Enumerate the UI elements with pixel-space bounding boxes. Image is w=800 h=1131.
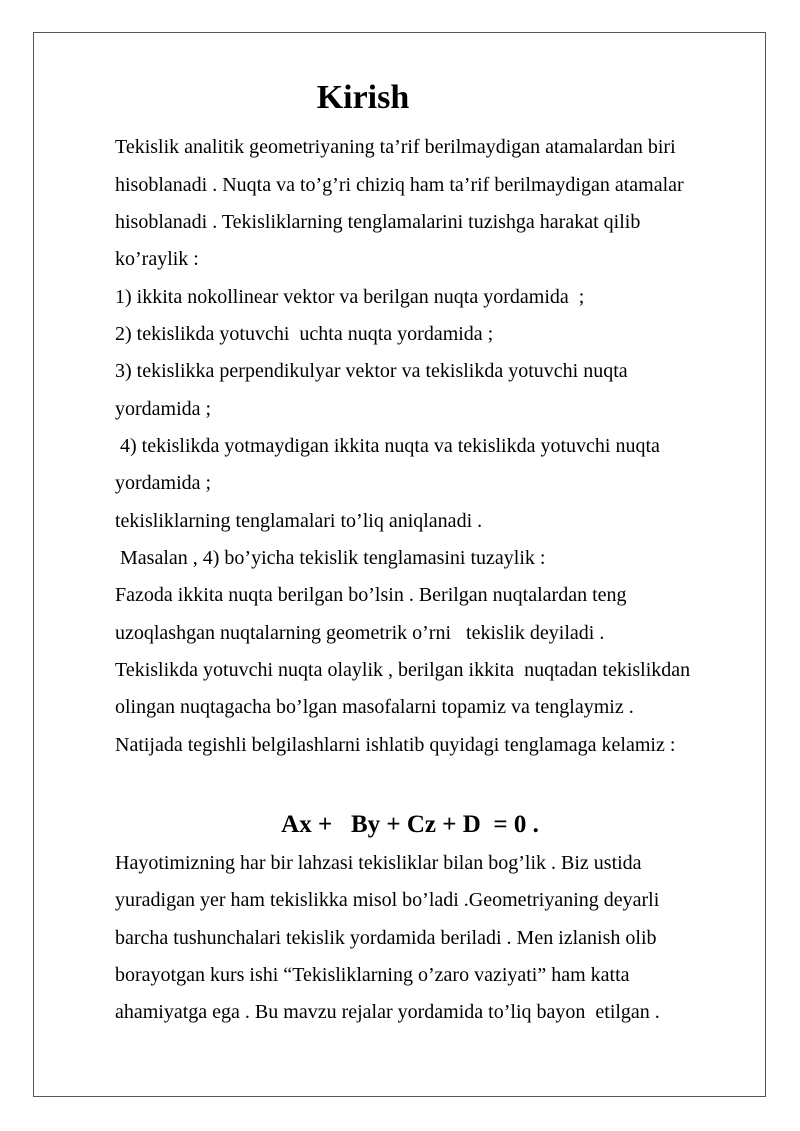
text-line: borayotgan kurs ishi “Tekisliklarning o’zaro vaziyati” ham katta <box>115 964 630 986</box>
text-line: Hayotimizning har bir lahzasi tekisliklar bilan bog’lik . Biz ustida <box>115 852 642 874</box>
text-line: Fazoda ikkita nuqta berilgan bo’lsin . Berilgan nuqtalardan teng <box>115 584 627 606</box>
text-line: Natijada tegishli belgilashlarni ishlatib quyidagi tenglamaga kelamiz : <box>115 734 676 756</box>
list-item-4: 4) tekislikda yotmaydigan ikkita nuqta va tekislikda yotuvchi nuqta <box>115 435 660 457</box>
text-line: Tekislikda yotuvchi nuqta olaylik , berilgan ikkita nuqtadan tekislikdan <box>115 659 691 681</box>
text-line: ahamiyatga ega . Bu mavzu rejalar yordamida to’liq bayon etilgan . <box>115 1001 660 1023</box>
list-item-3: 3) tekislikka perpendikulyar vektor va tekislikda yotuvchi nuqta <box>115 360 628 382</box>
list-item-1: 1) ikkita nokollinear vektor va berilgan nuqta yordamida ; <box>115 286 585 308</box>
text-line: Tekislik analitik geometriyaning ta’rif berilmaydigan atamalardan biri <box>115 136 676 158</box>
text-line: yordamida ; <box>115 472 212 494</box>
page-title: Kirish <box>316 79 410 116</box>
text-line: Masalan , 4) bo’yicha tekislik tenglamasini tuzaylik : <box>115 547 546 569</box>
list-item-2: 2) tekislikda yotuvchi uchta nuqta yordamida ; <box>115 323 494 345</box>
text-line: hisoblanadi . Nuqta va to’g’ri chiziq ham ta’rif berilmaydigan atamalar <box>115 174 684 196</box>
text-line: tekisliklarning tenglamalari to’liq aniqlanadi . <box>115 510 483 532</box>
text-line: olingan nuqtagacha bo’lgan masofalarni topamiz va tenglaymiz . <box>115 696 634 718</box>
text-line: barcha tushunchalari tekislik yordamida beriladi . Men izlanish olib <box>115 927 657 949</box>
plane-equation: Ax + By + Cz + D = 0 . <box>281 811 539 838</box>
text-line: uzoqlashgan nuqtalarning geometrik o’rni tekislik deyiladi . <box>115 622 605 644</box>
text-line: ko’raylik : <box>115 248 199 270</box>
text-line: hisoblanadi . Tekisliklarning tenglamalarini tuzishga harakat qilib <box>115 211 641 233</box>
text-line: yuradigan yer ham tekislikka misol bo’ladi .Geometriyaning deyarli <box>115 889 660 911</box>
text-line: yordamida ; <box>115 398 212 420</box>
